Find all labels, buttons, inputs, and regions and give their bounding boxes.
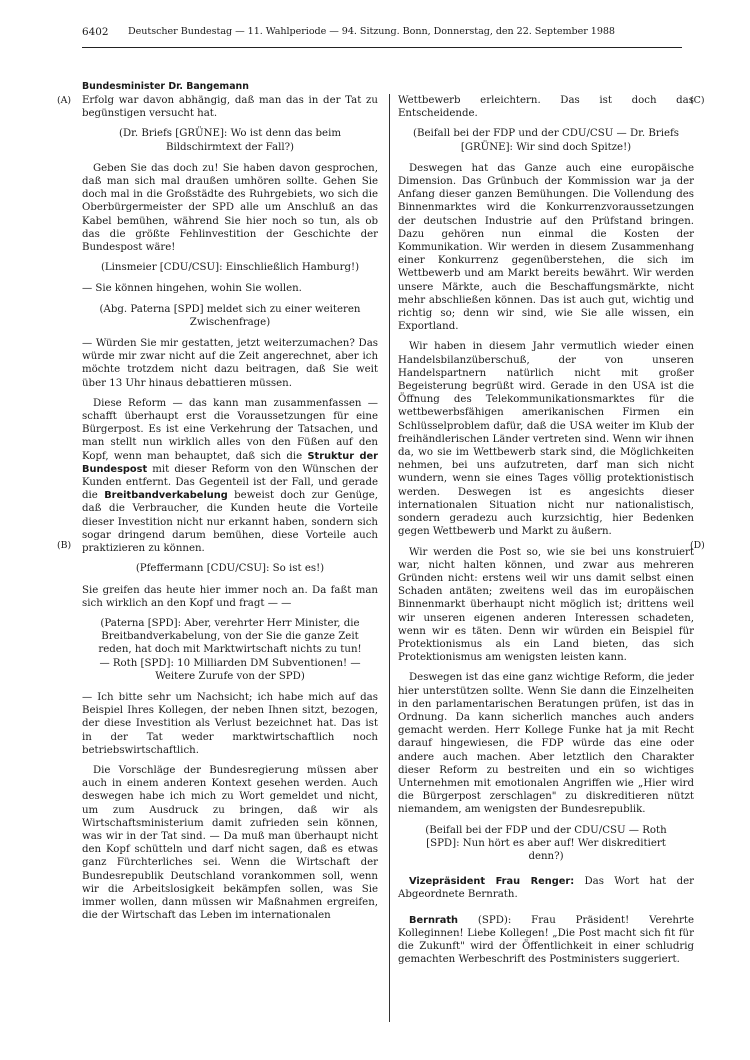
paragraph: Wir haben in diesem Jahr vermutlich wieder einen Handelsbilanzüberschuß, der von unseren Handelspartnern natürlich nicht mit großer Begeisterung begrüßt wird. Gerade in den USA ist die Öffnung des Telekommunikationsmarktes für die wettbewerbsfähigen amerikanischen Firmen ein Schlüsselproblem dafür, daß die USA weiter im Klub der freihändlerischen Länder vertreten sind. Wenn wir ihnen da, wo sie im Wettbewerb stark sind, die Möglichkeiten nehmen, bei uns aufzutreten, darf man sich nicht wundern, wenn sie eines Tages völlig protektionistisch werden. Deswegen ist es angesichts dieser internationalen Situation nicht nur nationalistisch, sondern geradezu auch kurzsichtig, hier Bedenken gegen Wettbewerb und Markt zu äußern. (398, 341, 694, 538)
paragraph: Wir werden die Post so, wie sie bei uns konstruiert war, nicht halten können, und zwar aus mehreren Gründen nicht: erstens weil wir uns damit selbst einen Schaden antäten; zweitens weil das im europäischen Binnenmarkt überhaupt nicht möglich ist; drittens weil wir unseren eigenen anderen Interessen schadeten, wenn wir es täten. Denn wir würden ein Beispiel für Protektionismus als ein Land bieten, das sich Protektionismus am wenigsten leisten kann. (398, 546, 694, 664)
speaker-name: Bernrath (409, 914, 459, 926)
paragraph: Sie greifen das heute hier immer noch an. Da faßt man sich wirklich an den Kopf und fragt — — (82, 584, 378, 609)
paragraph: Erfolg war davon abhängig, daß man das in der Tat zu begünstigen versucht hat. (82, 95, 378, 120)
header-rule (82, 47, 682, 48)
margin-marker-b: (B) (57, 540, 72, 551)
margin-marker-d: (D) (690, 540, 705, 551)
text-run: Das Wort hat der Abgeordnete Bernrath. (398, 876, 694, 901)
margin-marker-c: (C) (690, 95, 705, 106)
paragraph: Deswegen hat das Ganze auch eine europäische Dimension. Das Grünbuch der Kommission war ja der Anfang dieser ganzen Bemühungen. Die Vollendung des Binnenmarktes wird die Konkurrenzvoraussetzungen der deutschen Industrie auf den Prüfstand bringen. Dazu gehören nun einmal die Kosten der Kommunikation. Wir werden in diesem Zusammenhang einer Konkurrenz gegenüberstehen, die sich im Wettbewerb und am Markt bereits bewährt. Wir werden unsere Märkte, auch die Beschaffungsmärkte, nicht mehr abschließen können. Das ist auch gut, wichtig und richtig so; denn wir sind, wie Sie alle wissen, ein Exportland. (398, 162, 694, 333)
text-run: Diese Reform — das kann man zusammenfassen — schafft überhaupt erst die Voraussetzungen für eine Bürgerpost. Es ist eine Verkehrung der Tatsachen, und man stellt nun wirklich alles von den Füßen auf den Kopf, wenn man behauptet, daß sich die (82, 397, 378, 462)
text-run: (SPD): Frau Präsident! Verehrte Kolleginnen! Liebe Kollegen! „Die Post macht sich fit für die Zukunft" wird der Öffentlichkeit in einer schludrig gemachten Werbeschrift des Postministers suggeriert. (398, 914, 694, 966)
paragraph: Die Vorschläge der Bundesregierung müssen aber auch in einem anderen Kontext gesehen werden. Auch deswegen habe ich mich zu Wort gemeldet und nicht, um zum Ausdruck zu bringen, daß wir als Wirtschaftsministerium damit zufrieden sein können, was wir in der Tat sind. — Da muß man überhaupt nicht den Kopf schütteln und darf nicht sagen, daß es etwas ganz Fürchterliches sei. Wenn die Wirtschaft der Bundesrepublik Deutschland vorankommen soll, wenn wir die Arbeitslosigkeit bekämpfen sollen, was Sie immer wollen, dann müssen wir Maßnahmen ergreifen, die der Wirtschaft das Leben im internationalen (82, 764, 378, 922)
header-title: Deutscher Bundestag — 11. Wahlperiode — 94. Sitzung. Bonn, Donnerstag, den 22. September 1988 (128, 26, 615, 37)
paragraph: Geben Sie das doch zu! Sie haben davon gesprochen, daß man sich mal draußen umhören sollte. Gehen Sie doch mal in die Großstädte des Ruhrgebiets, wo sich die Oberbürgermeister der SPD alle um Anschluß an das Kabel bemühen, während Sie hier noch so tun, als ob das die größte Fehlinvestition der Geschichte der Bundespost wäre! (82, 162, 378, 254)
interjection: (Linsmeier [CDU/CSU]: Einschließlich Hamburg!) (100, 262, 360, 274)
column-divider (389, 94, 390, 1022)
paragraph (398, 914, 694, 967)
speaker-name: Vizepräsident Frau Renger: (409, 876, 575, 888)
paragraph: Deswegen ist das eine ganz wichtige Reform, die jeder hier unterstützen sollte. Wenn Sie dann die Einzelheiten in den parlamentarischen Beratungen prüfen, ist das in Ordnung. Da kann sicherlich manches auch anders gemacht werden. Herr Kollege Funke hat ja mit Recht darauf hingewiesen, die FDP würde das eine oder andere auch machen. Aber letztlich den Charakter dieser Reform zu bestreiten und ein so wichtiges Unternehmen mit emotionalen Angriffen wie „Hier wird die Bürgerpost zerschlagen" zu diskreditieren nützt niemandem, am wenigsten der Bundesrepublik. (398, 672, 694, 816)
interjection: (Pfeffermann [CDU/CSU]: So ist es!) (135, 563, 325, 575)
bold-term: Breitbandverkabelung (104, 490, 228, 502)
paragraph (398, 875, 694, 901)
text-run: mit dieser Reform von den Wünschen der Kunden entfernt. Das Gegenteil ist der Fall, und gerade die (82, 463, 378, 502)
text-run: beweist doch zur Genüge, daß die Verbraucher, die Kunden heute die Vorteile dieser Investition nicht nur erkannt haben, sondern sich sogar dringend darum bemühen, diese Vorteile auch praktizieren zu können. (82, 490, 378, 555)
paragraph: — Würden Sie mir gestatten, jetzt weiterzumachen? Das würde mir zwar nicht auf die Zeit angerechnet, aber ich möchte trotzdem nicht dazu beitragen, daß Sie weit über 13 Uhr hinaus debattieren müssen. (82, 338, 378, 389)
interjection: (Abg. Paterna [SPD] meldet sich zu einer weiteren Zwischenfrage) (99, 303, 361, 328)
paragraph (82, 397, 378, 555)
margin-marker-a: (A) (57, 95, 72, 106)
paragraph: Wettbewerb erleichtern. Das ist doch das Entscheidende. (398, 95, 694, 120)
left-column (82, 94, 378, 929)
right-column (398, 94, 694, 973)
interjection: (Beifall bei der FDP und der CDU/CSU — Dr. Briefs [GRÜNE]: Wir sind doch Spitze!) (413, 128, 679, 153)
speaker-heading: Bundesminister Dr. Bangemann (82, 81, 249, 92)
interjection: (Paterna [SPD]: Aber, verehrter Herr Minister, die Breitbandverkabelung, von der Sie die ganze Zeit reden, hat doch mit Marktwirtschaft nichts zu tun! — Roth [SPD]: 10 Milliarden DM Subventionen! — Weitere Zurufe von der SPD) (98, 617, 362, 682)
running-header (82, 26, 682, 42)
paragraph: — Ich bitte sehr um Nachsicht; ich habe mich auf das Beispiel Ihres Kollegen, der neben Ihnen sitzt, bezogen, der diese Investition als Verlust bezeichnet hat. Das ist in der Tat weder marktwirtschaftlich noch betriebswirtschaftlich. (82, 691, 378, 756)
page-number: 6402 (82, 26, 109, 38)
bold-term: Struktur der Bundespost (82, 450, 378, 475)
interjection: (Beifall bei der FDP und der CDU/CSU — Roth [SPD]: Nun hört es aber auf! Wer diskreditiert denn?) (425, 824, 667, 862)
interjection: (Dr. Briefs [GRÜNE]: Wo ist denn das beim Bildschirmtext der Fall?) (118, 128, 342, 153)
paragraph: — Sie können hingehen, wohin Sie wollen. (82, 283, 302, 295)
